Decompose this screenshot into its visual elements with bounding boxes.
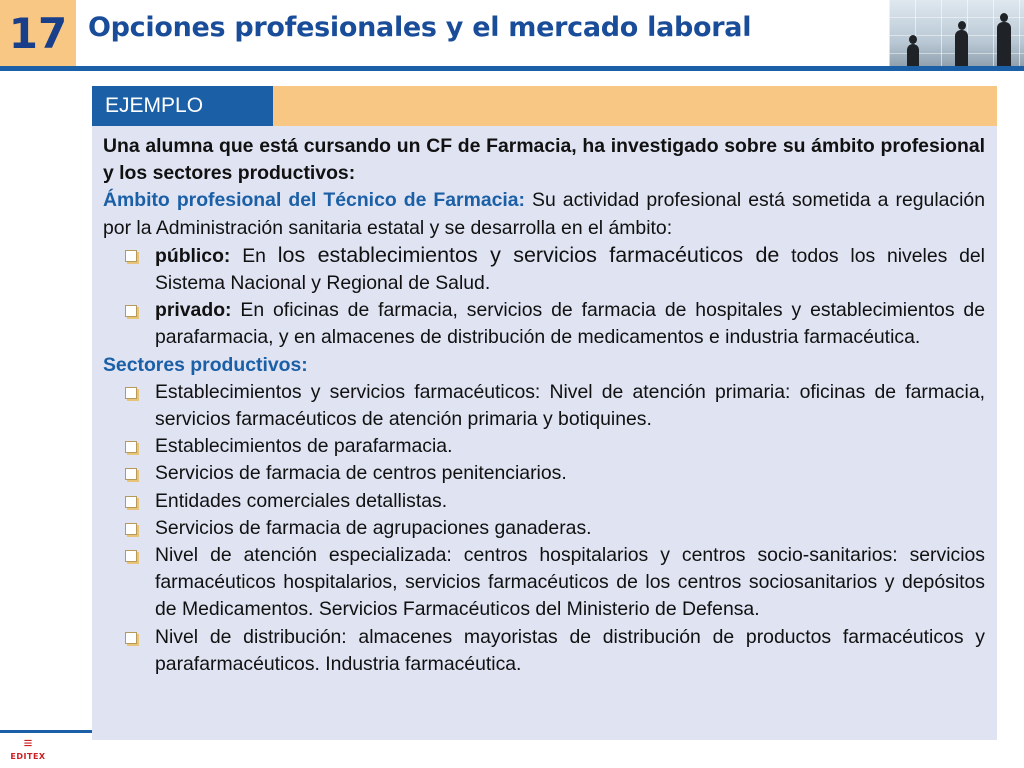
list-item — [103, 433, 985, 460]
bullet-box-icon — [125, 632, 137, 644]
sectores-heading: Sectores productivos: — [103, 353, 308, 376]
list-item — [103, 460, 985, 487]
bullet-box-icon — [125, 441, 137, 453]
example-content — [103, 133, 985, 678]
editex-logo-icon: ≡ — [23, 735, 33, 752]
item-text: Nivel de atención especializada: centros hospitalarios y centros socio-sanitarios: servicios farmacéuticos hospitalarios, servicios farmacéuticos de los centros sociosanitarios y depósitos de Medicamentos. Servicios Farmacéuticos del Ministerio de Defensa. — [155, 544, 985, 621]
list-item — [103, 242, 985, 297]
item-text: Establecimientos y servicios farmacéuticos: Nivel de atención primaria: oficinas de farmacia, servicios farmacéuticos de atención primaria y botiquines. — [155, 380, 985, 431]
item-text: Servicios de farmacia de agrupaciones ganaderas. — [155, 516, 592, 539]
item-text: todos los niveles del Sistema Nacional y Regional de Salud. — [155, 244, 985, 295]
item-text: En oficinas de farmacia, servicios de farmacia de hospitales y establecimientos de parafarmacia, y en almacenes de distribución de medicamentos e industria farmacéutica. — [155, 299, 985, 349]
list-item — [103, 379, 985, 433]
intro-text: Una alumna que está cursando un CF de Farmacia, ha investigado sobre su ámbito profesional y los sectores productivos: — [103, 135, 985, 185]
item-text: En — [230, 244, 278, 267]
header-photo — [889, 0, 1024, 70]
ambito-text: Su actividad profesional está sometida a regulación por la Administración sanitaria estatal y se desarrolla en el ámbito: — [103, 189, 985, 239]
item-label: privado: — [155, 299, 232, 322]
item-text: Nivel de distribución: almacenes mayoristas de distribución de productos farmacéuticos y parafarmacéuticos. Industria farmacéutica. — [155, 625, 985, 675]
list-item — [103, 297, 985, 351]
list-item — [103, 624, 985, 678]
list-item — [103, 515, 985, 542]
bullet-box-icon — [125, 496, 137, 508]
bullet-box-icon — [125, 468, 137, 480]
footer-divider — [0, 730, 92, 733]
chapter-number: 17 — [0, 0, 76, 66]
item-label: público: — [155, 244, 231, 267]
item-text: Entidades comerciales detallistas. — [155, 489, 448, 512]
item-text-large: los establecimientos y servicios farmacéuticos de — [277, 242, 780, 267]
item-text: Servicios de farmacia de centros penitenciarios. — [155, 462, 567, 485]
page-title: Opciones profesionales y el mercado laboral — [88, 12, 752, 43]
example-tab: EJEMPLO — [92, 86, 273, 126]
item-text: Establecimientos de parafarmacia. — [155, 435, 453, 458]
bullet-box-icon — [125, 250, 137, 262]
bullet-box-icon — [125, 387, 137, 399]
publisher-logo — [4, 736, 52, 766]
bullet-box-icon — [125, 305, 137, 317]
list-item — [103, 542, 985, 624]
bullet-box-icon — [125, 523, 137, 535]
bullet-box-icon — [125, 550, 137, 562]
logo-text: EDITEX — [10, 752, 46, 761]
ambito-heading: Ámbito profesional del Técnico de Farmacia: — [103, 189, 526, 212]
list-item — [103, 488, 985, 515]
ambito-paragraph — [103, 187, 985, 241]
header-divider — [0, 66, 1024, 71]
